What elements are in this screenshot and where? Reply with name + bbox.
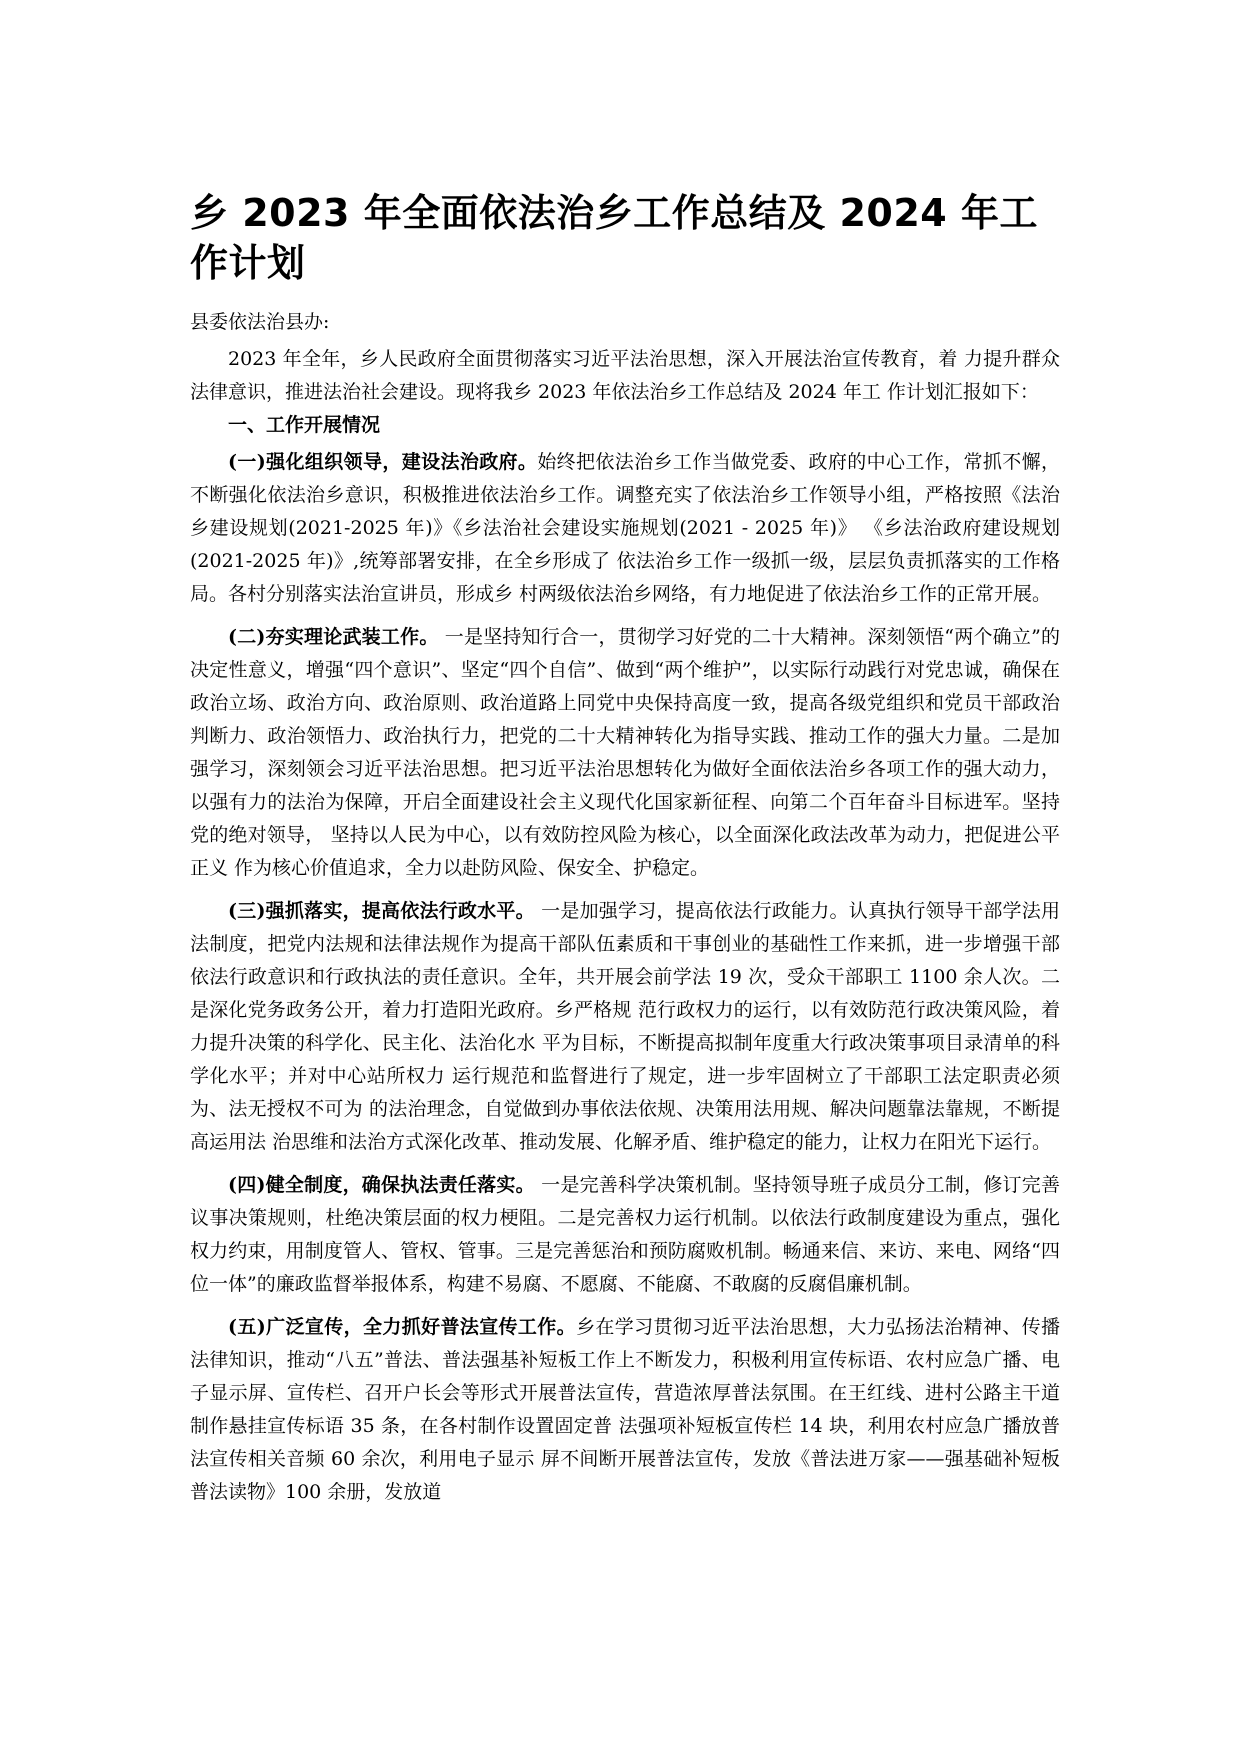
item-paragraph: [190, 621, 1060, 885]
item-lead: (三)强抓落实，提高依法行政水平。: [228, 900, 535, 922]
item-text: 一是加强学习，提高依法行政能力。认真执行领导干部学法用法制度，把党内法规和法律法规作为提高干部队伍素质和干事创业的基础性工作来抓，进一步增强干部依法行政意识和行政执法的责任意识。全年，共开展会前学法 19 次，受众干部职工 1100 余人次。二是深化党务政务公开，着力打造阳光政府。乡严格规 范行政权力的运行，以有效防范行政决策风险，着力提升决策的科学化、民主化、法治化水 平为目标，不断提高拟制年度重大行政决策事项目录清单的科学化水平；并对中心站所权力 运行规范和监督进行了规定，进一步牢固树立了干部职工法定职责必须为、法无授权不可为 的法治理念，自觉做到办事依法依规、决策用法用规、解决问题靠法靠规，不断提高运用法 治思维和法治方式深化改革、推动发展、化解矛盾、维护稳定的能力，让权力在阳光下运行。: [190, 900, 1061, 1153]
item-lead: (五)广泛宣传，全力抓好普法宣传工作。: [228, 1316, 577, 1338]
intro-paragraph: 2023 年全年，乡人民政府全面贯彻落实习近平法治思想，深入开展法治宣传教育，着 力提升群众法律意识，推进法治社会建设。现将我乡 2023 年依法治乡工作总结及 2024 年工 作计划汇报如下：: [190, 348, 1060, 403]
section-heading: 一、工作开展情况: [228, 414, 381, 436]
item-text: 乡在学习贯彻习近平法治思想，大力弘扬法治精神、传播法律知识，推动“八五”普法、普法强基补短板工作上不断发力，积极利用宣传标语、农村应急广播、电子显示屏、宣传栏、召开户长会等形式开展普法宣传，营造浓厚普法氛围。在王红线、进村公路主干道制作悬挂宣传标语 35 条，在各村制作设置固定普 法强项补短板宣传栏 14 块，利用农村应急广播放普法宣传相关音频 60 余次，利用电子显示 屏不间断开展普法宣传，发放《普法进万家——强基础补短板普法读物》100 余册，发放道: [190, 1316, 1060, 1503]
item-lead: (二)夯实理论武装工作。: [228, 626, 439, 648]
item-paragraph: [190, 1311, 1060, 1509]
item-text: 始终把依法治乡工作当做党委、政府的中心工作，常抓不懈，不断强化依法治乡意识，积极推进依法治乡工作。调整充实了依法治乡工作领导小组，严格按照《法治乡建设规划(2021-2025 年)》《乡法治社会建设实施规划(2021 - 2025 年)》 《乡法治政府建设规划(2021-2025 年)》,统筹部署安排，在全乡形成了 依法治乡工作一级抓一级，层层负责抓落实的工作格局。各村分别落实法治宣讲员，形成乡 村两级依法治乡网络，有力地促进了依法治乡工作的正常开展。: [190, 451, 1060, 605]
item-text: 一是完善科学决策机制。坚持领导班子成员分工制，修订完善议事决策规则，杜绝决策层面的权力梗阻。二是完善权力运行机制。以依法行政制度建设为重点，强化权力约束，用制度管人、管权、管事。三是完善惩治和预防腐败机制。畅通来信、来访、来电、网络“四位一体”的廉政监督举报体系，构建不易腐、不愿腐、不能腐、不敢腐的反腐倡廉机制。: [190, 1174, 1061, 1295]
item-paragraph: [190, 446, 1060, 611]
document-page: [190, 188, 1060, 1519]
document-title: 乡 2023 年全面依法治乡工作总结及 2024 年工作计划: [190, 191, 1038, 285]
item-paragraph: [190, 895, 1060, 1159]
item-lead: (一)强化组织领导，建设法治政府。: [228, 451, 538, 473]
item-text: 一是坚持知行合一，贯彻学习好党的二十大精神。深刻领悟“两个确立”的决定性意义，增强“四个意识”、坚定“四个自信”、做到“两个维护”，以实际行动践行对党忠诚，确保在政治立场、政治方向、政治原则、政治道路上同党中央保持高度一致，提高各级党组织和党员干部政治判断力、政治领悟力、政治执行力，把党的二十大精神转化为指导实践、推动工作的强大力量。二是加强学习，深刻领会习近平法治思想。把习近平法治思想转化为做好全面依法治乡各项工作的强大动力，以强有力的法治为保障，开启全面建设社会主义现代化国家新征程、向第二个百年奋斗目标进军。坚持党的绝对领导， 坚持以人民为中心，以有效防控风险为核心，以全面深化政法改革为动力，把促进公平正义 作为核心价值追求，全力以赴防风险、保安全、护稳定。: [190, 626, 1061, 879]
item-lead: (四)健全制度，确保执法责任落实。: [228, 1174, 535, 1196]
salutation: 县委依法治县办:: [190, 311, 330, 333]
item-paragraph: [190, 1169, 1060, 1301]
